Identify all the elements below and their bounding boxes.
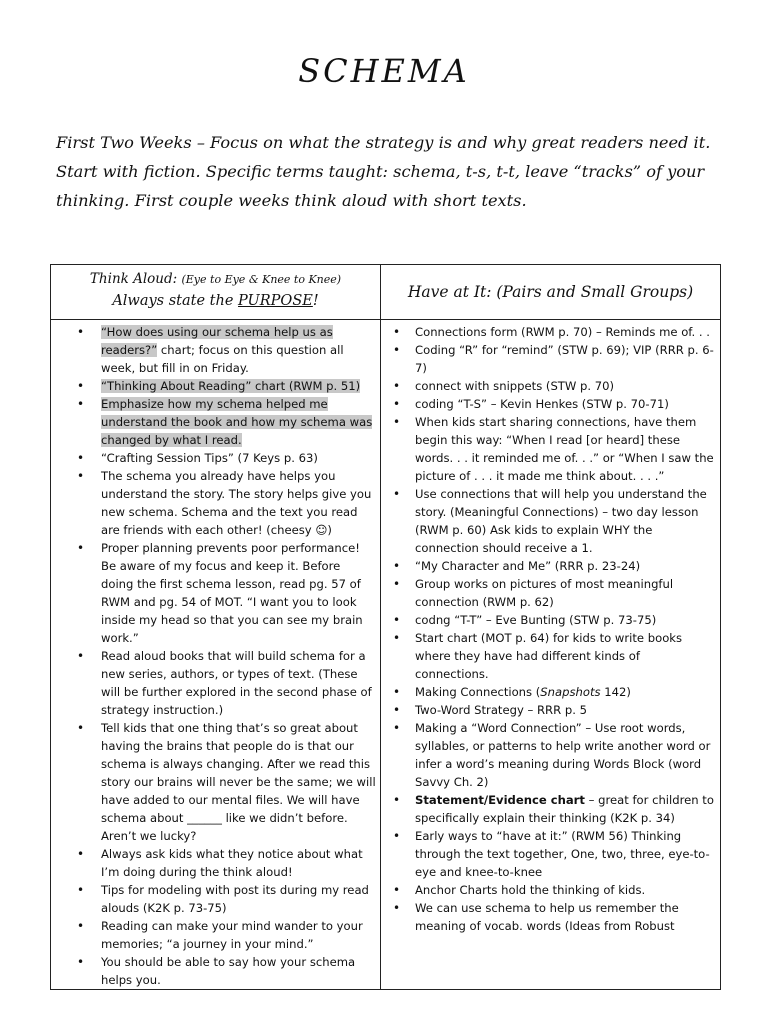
list-item: • Start chart (MOT p. 64) for kids to write books where they have had different kinds of connections.	[381, 629, 716, 683]
list-item: • connect with snippets (STW p. 70)	[381, 377, 716, 395]
list-item: • Always ask kids what they notice about what I’m doing during the think aloud!	[51, 845, 376, 881]
list-item: • Coding “R” for “remind” (STW p. 69); VIP (RRR p. 6-7)	[381, 341, 716, 377]
have-at-it-column	[381, 320, 721, 990]
list-item	[51, 377, 376, 395]
list-item: • Two-Word Strategy – RRR p. 5	[381, 701, 716, 719]
list-item: • coding “T-S” – Kevin Henkes (STW p. 70-71)	[381, 395, 716, 413]
list-item: • Group works on pictures of most meaningful connection (RWM p. 62)	[381, 575, 716, 611]
statement-evidence-label: Statement/Evidence chart	[415, 793, 585, 807]
have-at-it-list	[381, 320, 720, 935]
list-item: • Read aloud books that will build schema for a new series, authors, or types of text. (These will be further explored in the second phase of strategy instruction.)	[51, 647, 376, 719]
list-item: • Tell kids that one thing that’s so great about having the brains that people do is that our schema is always changing. After we read this story our brains will never be the same; we will have added to our mental files. We will have schema about ______ like we didn’t before. Aren’t we lucky?	[51, 719, 376, 845]
highlighted-text: “Thinking About Reading” chart (RWM p. 51)	[101, 379, 361, 393]
intro-lead: First Two Weeks	[56, 133, 192, 152]
list-item	[51, 395, 376, 449]
list-item: • Use connections that will help you understand the story. (Meaningful Connections) – two day lesson (RWM p. 60) Ask kids to explain WHY the connection should receive a 1.	[381, 485, 716, 557]
list-item: • codng “T-T” – Eve Bunting (STW p. 73-75)	[381, 611, 716, 629]
snapshots-title: Snapshots	[540, 685, 601, 699]
list-item: • Reading can make your mind wander to your memories; “a journey in your mind.”	[51, 917, 376, 953]
list-item: • Connections form (RWM p. 70) – Reminds me of. . .	[381, 323, 716, 341]
highlighted-text: Emphasize how my schema helped me understand the book and how my schema was changed by what I read.	[101, 397, 373, 447]
list-item: • The schema you already have helps you understand the story. The story helps give you new schema. Schema and the text you read are friends with each other! (cheesy ☺)	[51, 467, 376, 539]
list-item: • Statement/Evidence chart – great for children to specifically explain their thinking (K2K p. 34)	[381, 791, 716, 827]
list-item: • “How does using our schema help us as readers?” chart; focus on this question all week, but fill in on Friday.	[51, 323, 376, 377]
list-item: • “Crafting Session Tips” (7 Keys p. 63)	[51, 449, 376, 467]
purpose-word: PURPOSE	[238, 293, 313, 309]
list-item: • When kids start sharing connections, have them begin this way: “When I read [or heard] these words. . . it reminded me of. . .” or “When I saw the picture of . . . it made me think about. . . .”	[381, 413, 716, 485]
list-item: • Proper planning prevents poor performance! Be aware of my focus and keep it. Before doing the first schema lesson, read pg. 57 of RWM and pg. 54 of MOT. “I want you to look inside my head so that you can see my brain work.”	[51, 539, 376, 647]
list-item: • Early ways to “have at it:” (RWM 56) Thinking through the text together, One, two, three, eye-to-eye and knee-to-knee	[381, 827, 716, 881]
highlighted-text: “How does using our schema help us as readers?”	[101, 325, 333, 357]
think-aloud-column	[51, 320, 381, 990]
list-item: • Tips for modeling with post its during my read alouds (K2K p. 73-75)	[51, 881, 376, 917]
list-item: • Anchor Charts hold the thinking of kids.	[381, 881, 716, 899]
list-item: • “My Character and Me” (RRR p. 23-24)	[381, 557, 716, 575]
strategy-table	[50, 264, 721, 990]
think-aloud-list	[51, 320, 380, 989]
think-aloud-note: (Eye to Eye & Knee to Knee)	[181, 273, 342, 286]
purpose-suffix: !	[312, 293, 319, 309]
list-item: • Making Connections (Snapshots 142)	[381, 683, 716, 701]
intro-text: – Focus on what the strategy is and why great readers need it. Start with fiction. Specific terms taught: schema, t-s, t-t, leave “tracks” of your thinking. First couple weeks think aloud with short texts.	[56, 133, 711, 210]
think-aloud-label: Think Aloud:	[89, 271, 178, 287]
have-at-it-header: Have at It: (Pairs and Small Groups)	[381, 265, 721, 320]
intro-paragraph	[56, 128, 726, 215]
list-item: • Making a “Word Connection” – Use root words, syllables, or patterns to help write another word or infer a word’s meaning during Words Block (word Savvy Ch. 2)	[381, 719, 716, 791]
list-item: • You should be able to say how your schema helps you.	[51, 953, 376, 989]
list-item: • We can use schema to help us remember the meaning of vocab. words (Ideas from Robust	[381, 899, 716, 935]
think-aloud-header	[51, 265, 381, 320]
page-title: SCHEMA	[298, 52, 470, 90]
purpose-prefix: Always state the	[112, 293, 239, 309]
